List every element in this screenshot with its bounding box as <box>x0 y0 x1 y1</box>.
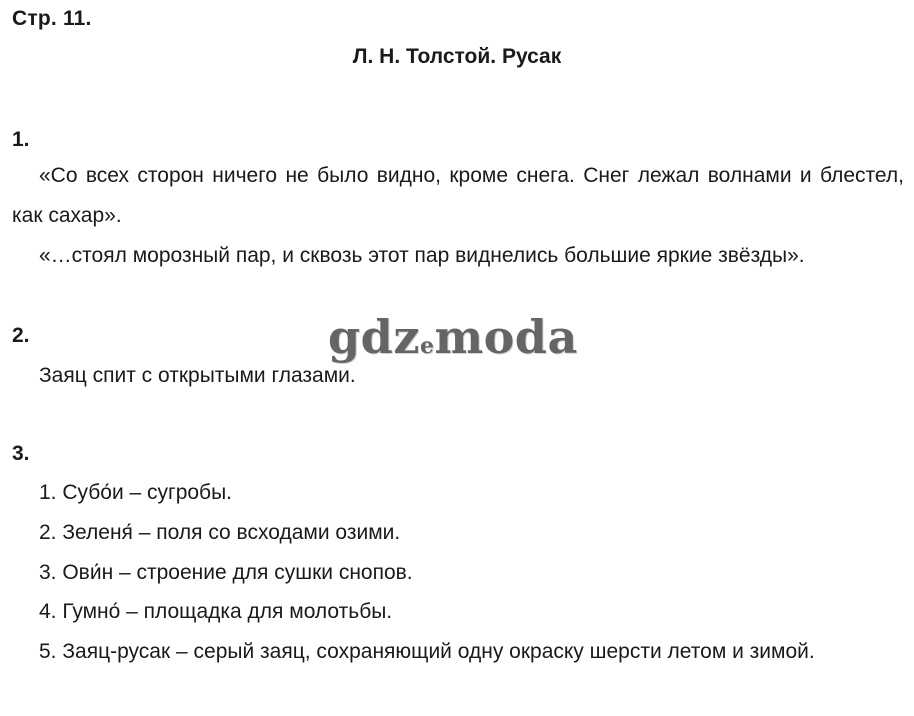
document-title: Л. Н. Толстой. Русак <box>352 45 562 68</box>
watermark-part-1: gdz <box>328 310 420 364</box>
watermark-part-2: e <box>419 333 435 359</box>
watermark-part-3: moda <box>434 310 578 364</box>
section-1-number: 1. <box>12 128 30 151</box>
list-item: 5. Заяц-русак – серый заяц, сохраняющий одну окраску шерсти летом и зимой. <box>39 640 815 663</box>
list-item: 3. Ови́н – строение для сушки снопов. <box>39 561 413 584</box>
watermark-logo <box>328 310 578 364</box>
section-1-quote-1: «Со всех сторон ничего не было видно, кроме снега. Снег лежал волнами и блестел, как сахар». <box>12 164 904 227</box>
list-item: 4. Гумно́ – площадка для молотьбы. <box>39 600 393 623</box>
section-3-number: 3. <box>12 442 30 465</box>
section-1-quote-2: «…стоял морозный пар, и сквозь этот пар виднелись большие яркие звёзды». <box>39 244 805 267</box>
section-2-number: 2. <box>12 324 30 347</box>
page-number-label: Стр. 11. <box>12 7 92 30</box>
section-2-answer: Заяц спит с открытыми глазами. <box>39 364 356 387</box>
list-item: 1. Субо́и – сугробы. <box>39 481 233 504</box>
list-item: 2. Зеленя́ – поля со всходами озими. <box>39 521 401 544</box>
